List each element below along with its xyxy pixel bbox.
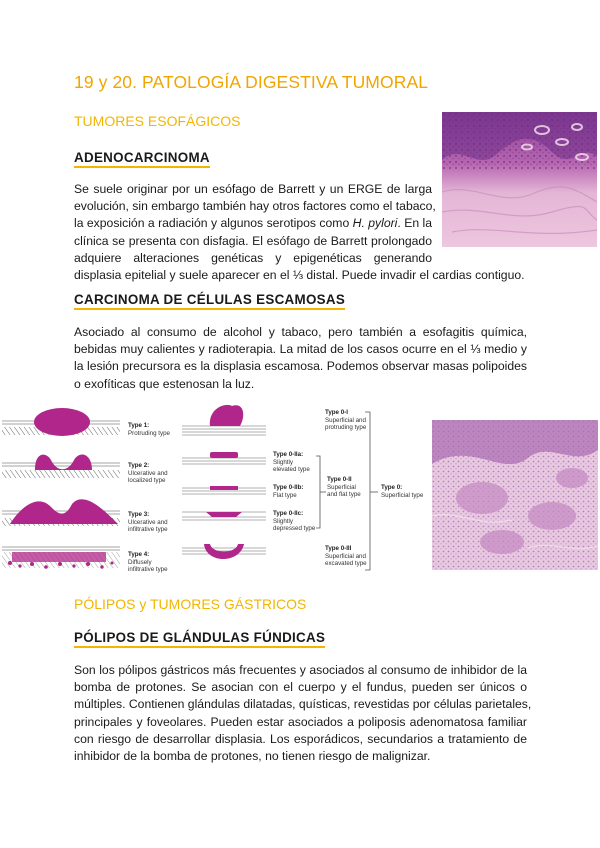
paragraph-squamous (74, 324, 527, 393)
type-2-drawing (2, 455, 120, 478)
type-0-iia-drawing (182, 452, 266, 464)
line-fragment: la exposición a radiación y algunos serotipos como (74, 216, 353, 231)
diagram-drawing (0, 400, 432, 580)
histology-drawing (432, 420, 598, 570)
histology-image-adenocarcinoma (442, 112, 597, 247)
histology-image-squamous (432, 420, 598, 570)
line-fragment: . En la (397, 216, 432, 231)
type-0-i-drawing (182, 405, 266, 435)
paragraph-line: con riesgo de desarrollar displasia. Los esporádicos, secundarios a tratamiento de (74, 731, 527, 746)
subheading-fundic-polyps-text: PÓLIPOS DE GLÁNDULAS FÚNDICAS (74, 630, 325, 648)
type-0-iii-drawing (182, 544, 266, 559)
paragraph-line: Son los pólipos gástricos más frecuentes y asociados al consumo de inhibidor de la (74, 663, 527, 677)
paragraph-line: Asociado al consumo de alcohol y tabaco, pero también a esofagitis química, (74, 325, 527, 339)
label-type-0-iii: Type 0-III Superficial and excavated type (325, 545, 367, 567)
paragraph-line: adquiere alteraciones genéticas y epigenéticas generando (74, 250, 432, 265)
histology-drawing (442, 112, 597, 247)
paragraph-fundic-polyps (74, 662, 532, 765)
page-title: 19 y 20. PATOLOGÍA DIGESTIVA TUMORAL (74, 72, 429, 92)
paragraph-line: la lesión precursora es la displasia escamosa. Podemos observar masas polipoides (74, 359, 527, 374)
paragraph-line: inhibidor de la bomba de protones, no tienen riesgo de malignizar. (74, 749, 431, 764)
label-type-3: Type 3: Ulcerative and infiltrative type (128, 511, 168, 533)
type-0-iib-drawing (182, 486, 266, 494)
type-3-drawing (2, 499, 120, 526)
subheading-adenocarcinoma-text: ADENOCARCINOMA (74, 150, 210, 168)
label-type-0-iic: Type 0-IIc: Slightly depressed type (273, 510, 316, 532)
paragraph-line (74, 215, 432, 232)
paragraph-line: o exofíticas que estenosan la luz. (74, 376, 255, 391)
label-type-1: Type 1: Protruding type (128, 422, 170, 437)
tumor-classification-diagram (0, 400, 432, 580)
subheading-squamous (74, 292, 345, 310)
section-heading-esophageal: TUMORES ESOFÁGICOS (74, 113, 241, 129)
subheading-fundic-polyps (74, 630, 325, 648)
subheading-adenocarcinoma (74, 150, 210, 168)
type-1-drawing (2, 408, 120, 436)
paragraph-line: clínica se presenta con disfagia. El esófago de Barrett prolongado (74, 233, 432, 248)
paragraph-line: evolución, sin embargo también hay otros factores como el tabaco, (74, 199, 436, 214)
paragraph-line: Se suele originar por un esófago de Barrett y un ERGE de larga (74, 182, 432, 196)
paragraph-adenocarcinoma (74, 181, 525, 284)
paragraph-line: bomba de protones. Se asocian con el cuerpo y el fundus, pueden ser únicos o (74, 680, 527, 695)
label-type-4: Type 4: Diffusely infiltrative type (128, 551, 168, 573)
type-4-drawing (2, 547, 120, 569)
paragraph-line: displasia epitelial y suele aparecer en el ⅓ distal. Puede invadir el cardias contiguo. (74, 268, 525, 283)
label-type-0-ii: Type 0-II Superficial and flat type (327, 476, 361, 498)
paragraph-line: principales y foveolares. Pueden estar asociados a poliposis adenomatosa familiar (74, 714, 527, 729)
label-type-0-iia: Type 0-IIa: Slightly elevated type (273, 451, 310, 473)
subheading-squamous-text: CARCINOMA DE CÉLULAS ESCAMOSAS (74, 292, 345, 310)
label-type-0-iib: Type 0-IIb: Flat type (273, 484, 304, 499)
type-0-iic-drawing (182, 512, 266, 520)
paragraph-line: bebidas muy calientes y radioterapia. La mitad de los casos ocurre en el ⅓ medio y (74, 342, 527, 357)
section-heading-gastric: PÓLIPOS y TUMORES GÁSTRICOS (74, 596, 307, 612)
label-type-2: Type 2: Ulcerative and localized type (128, 462, 168, 484)
paragraph-line: múltiples. Contienen glándulas dilatadas, quísticas, revestidas por células parietales, (74, 697, 532, 712)
label-type-0-i: Type 0-I Superficial and protruding type (325, 409, 367, 431)
label-type-0: Type 0: Superficial type (381, 484, 424, 499)
italic-term: H. pylori (352, 216, 398, 231)
